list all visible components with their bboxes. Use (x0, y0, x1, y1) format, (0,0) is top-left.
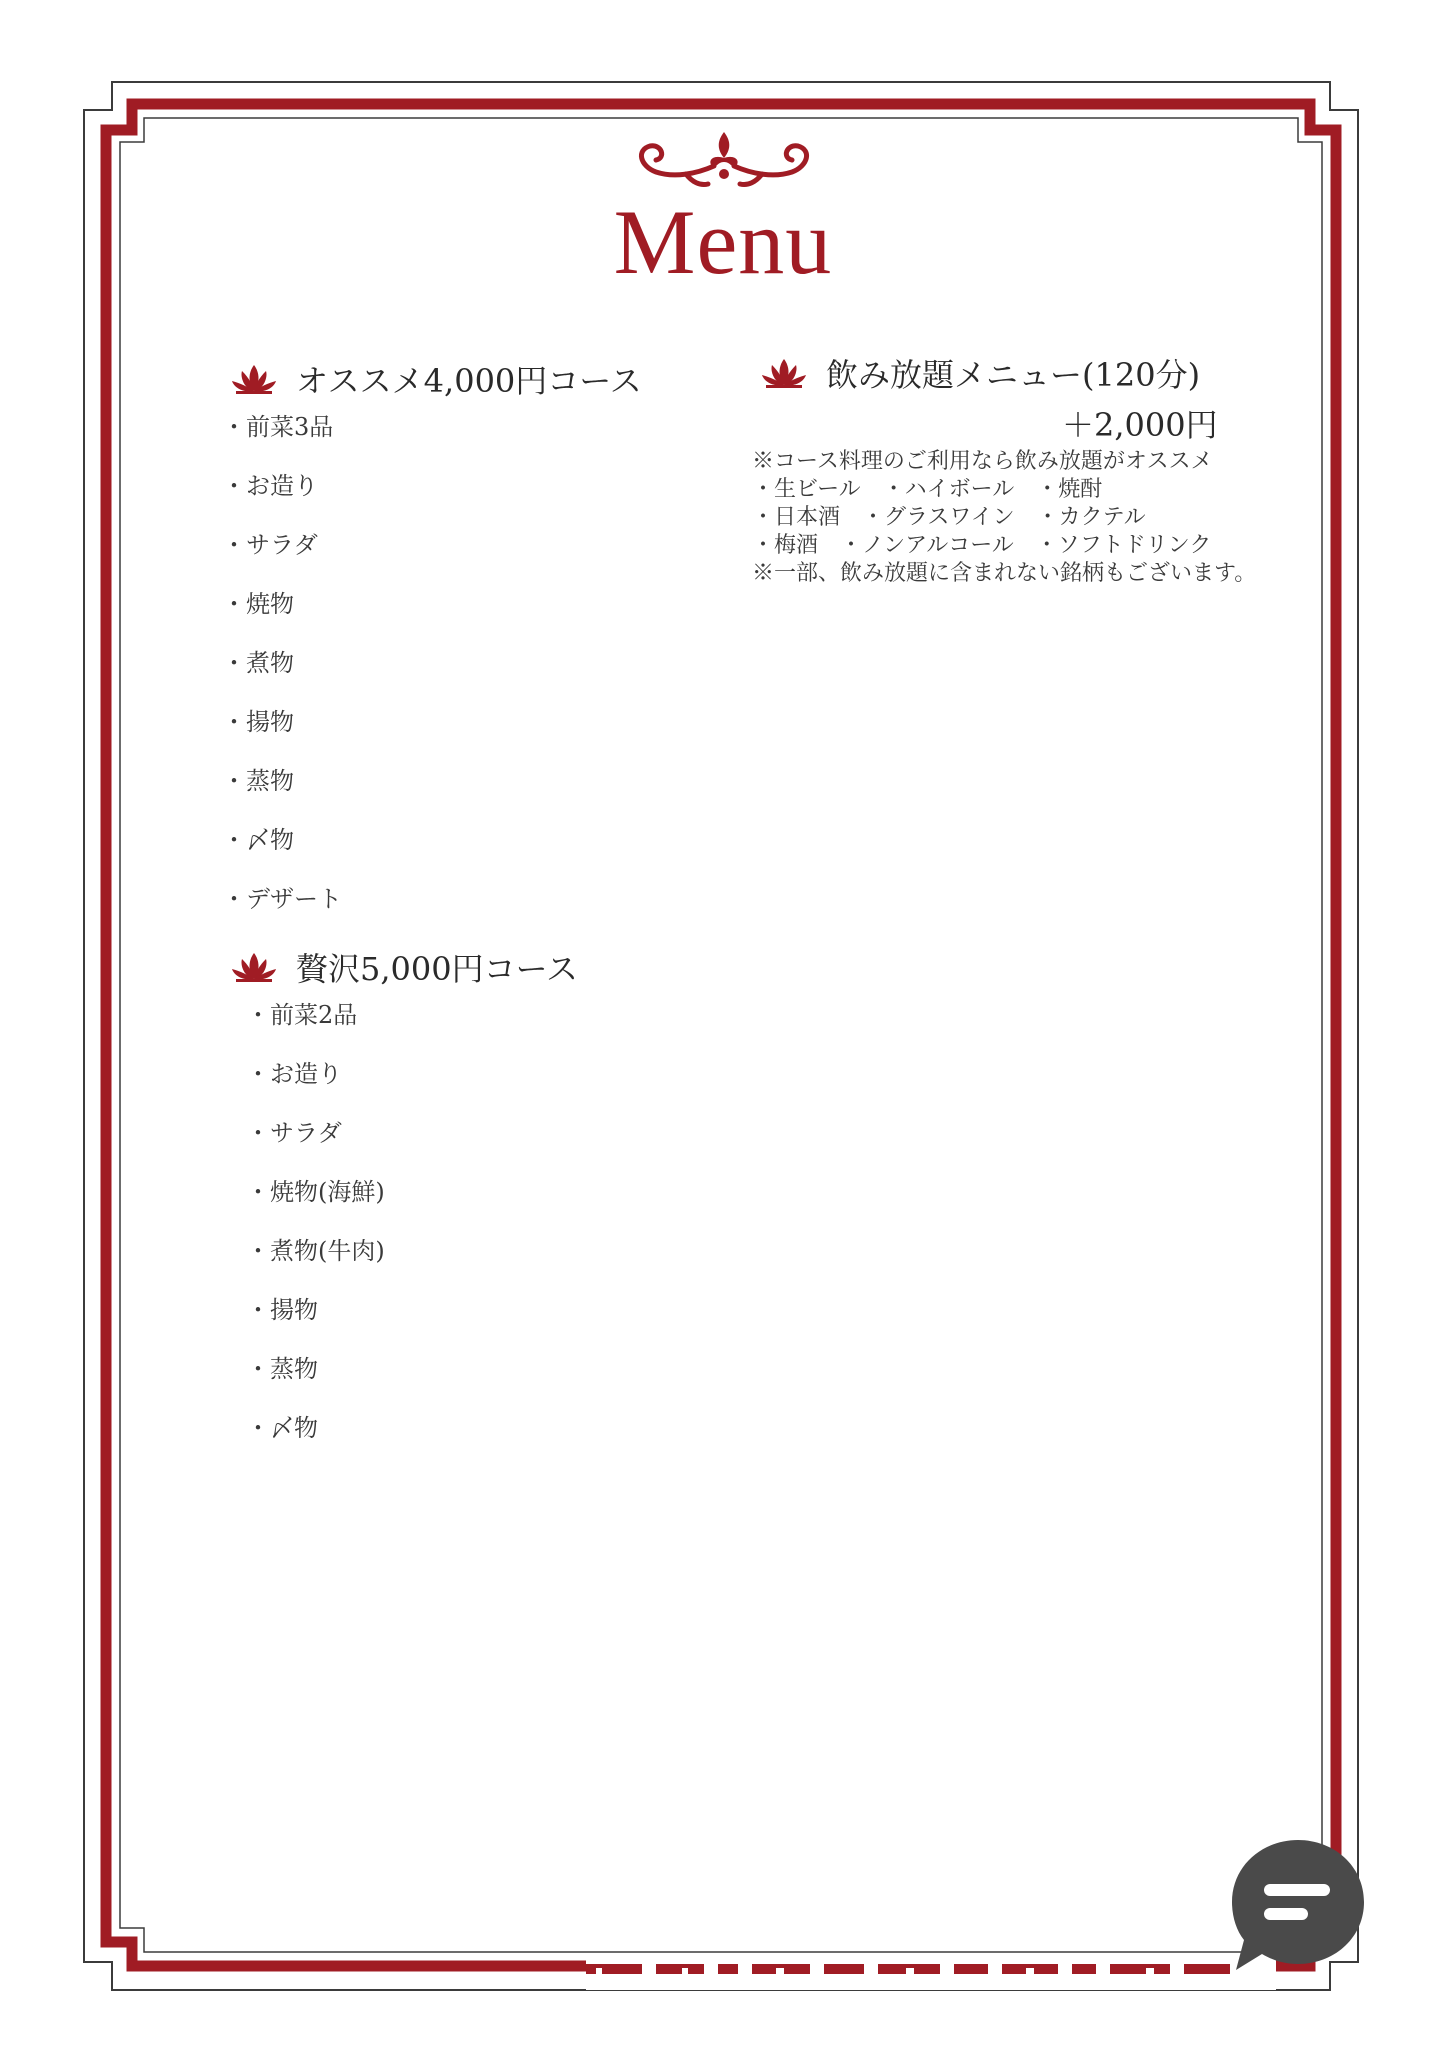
list-item: ・焼物 (222, 590, 294, 618)
fleur-scroll-ornament-icon (626, 128, 822, 198)
course-5000-items (246, 1000, 385, 1472)
list-item: ・煮物 (222, 649, 294, 677)
course-4000-heading (230, 356, 642, 402)
bottom-banner-fragment (586, 1956, 1276, 1990)
chat-bubble-icon[interactable] (1228, 1836, 1368, 1976)
page-title: Menu (613, 191, 833, 293)
list-item: ・サラダ (246, 1119, 342, 1147)
list-item: ・揚物 (222, 708, 294, 736)
drinks-price: ＋2,000円 (1062, 406, 1218, 444)
list-item: ・サラダ (222, 531, 318, 559)
course-4000-title: オススメ4,000円コース (296, 362, 642, 400)
list-item: ・生ビール ・ハイボール ・焼酎 (752, 477, 1103, 502)
list-item: ・デザート (222, 885, 342, 913)
course-4000-items (222, 412, 342, 943)
list-item: ・揚物 (246, 1296, 318, 1324)
list-item: ・梅酒 ・ノンアルコール ・ソフトドリンク (752, 533, 1212, 558)
list-item: ・前菜2品 (246, 1001, 358, 1029)
lotus-icon (230, 363, 278, 395)
list-item: ※コース料理のご利用なら飲み放題がオススメ (752, 449, 1213, 474)
list-item: ・お造り (222, 472, 318, 500)
drinks-heading (760, 350, 1200, 396)
list-item: ※一部、飲み放題に含まれない銘柄もございます。 (752, 561, 1257, 586)
lotus-icon (760, 357, 808, 389)
drinks-title: 飲み放題メニュー(120分) (826, 356, 1201, 394)
list-item: ・煮物(牛肉) (246, 1237, 385, 1265)
list-item: ・〆物 (222, 826, 294, 854)
list-item: ・蒸物 (222, 767, 294, 795)
list-item: ・焼物(海鮮) (246, 1178, 385, 1206)
drinks-notes (752, 448, 1256, 588)
course-5000-heading (230, 944, 578, 990)
course-5000-title: 贅沢5,000円コース (296, 950, 579, 988)
list-item: ・蒸物 (246, 1355, 318, 1383)
list-item: ・お造り (246, 1060, 342, 1088)
list-item: ・前菜3品 (222, 413, 334, 441)
list-item: ・日本酒 ・グラスワイン ・カクテル (752, 505, 1146, 530)
lotus-icon (230, 951, 278, 983)
list-item: ・〆物 (246, 1414, 318, 1442)
